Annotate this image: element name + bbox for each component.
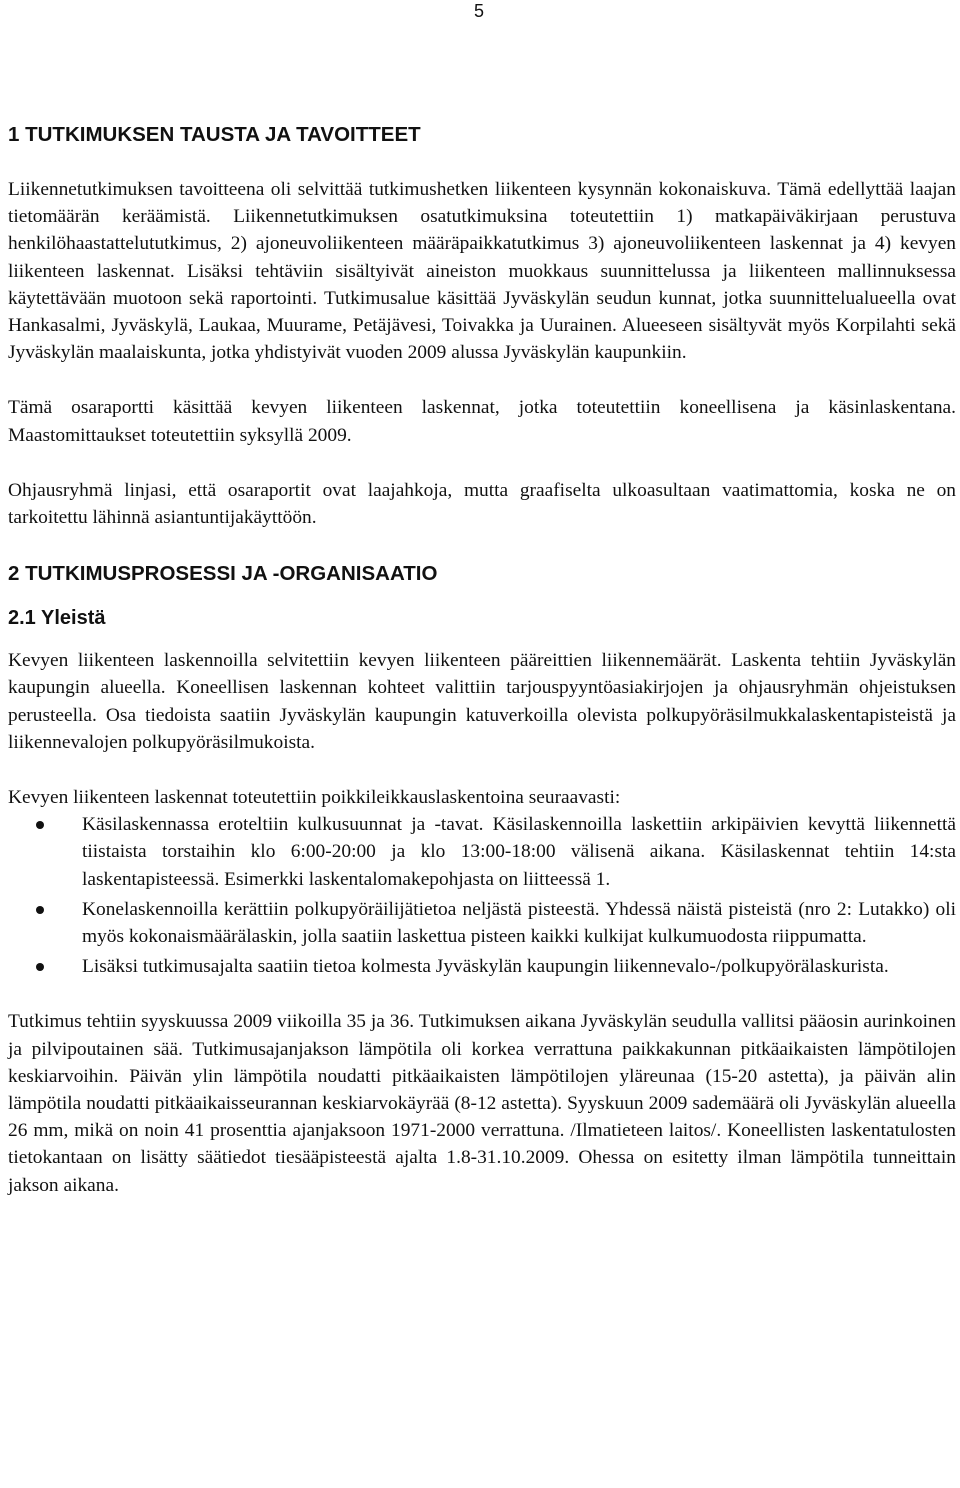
- bullet-icon: [36, 906, 44, 914]
- section-1-heading: 1 TUTKIMUKSEN TAUSTA JA TAVOITTEET: [8, 123, 421, 146]
- subsection-2-1-heading: 2.1 Yleistä: [8, 607, 106, 630]
- section-1-paragraph-3: Ohjausryhmä linjasi, että osaraportit ovat laajahkoja, mutta graafiselta ulkoasultaan vaatimattomia, koska ne on tarkoitettu lähinnä asiantuntijakäyttöön.: [8, 479, 956, 529]
- section-1-paragraph-1: Liikennetutkimuksen tavoitteena oli selvittää tutkimushetken liikenteen kysynnän kokonaiskuva. Tämä edellyttää laajan tietomäärän keräämistä. Liikennetutkimuksen osatutkimuksina toteutettiin 1) matkapäiväkirjaan perustuva henkilöhaastattelututkimus, 2) ajoneuvoliikenteen määräpaikkatutkimus 3) ajoneuvoliikenteen laskennat ja 4) kevyen liikenteen laskennat. Lisäksi tehtäviin sisältyivät aineiston muokkaus suunnittelussa ja liikenteen mallinnuksessa käytettävään muotoon sekä raportointi. Tutkimusalue käsittää Jyväskylän seudun kunnat, jotka suunnittelualueella ovat Hankasalmi, Jyväskylä, Laukaa, Muurame, Petäjävesi, Toivakka ja Uurainen. Alueeseen sisältyvät myös Korpilahti sekä Jyväskylän maalaiskunta, jotka yhdistyivät vuoden 2009 alussa Jyväskylän kaupunkiin.: [8, 179, 956, 364]
- page-number: 5: [474, 1, 485, 21]
- list-item-text: Käsilaskennassa eroteltiin kulkusuunnat ja -tavat. Käsilaskennoilla laskettiin arkipäivien kevyttä liikennettä tiistaista torstaihin klo 6:00-20:00 ja klo 13:00-18:00 välisenä aikana. Käsilaskennat tehtiin 14:sta laskentapisteessä. Esimerkki laskentalomakepohjasta on liitteessä 1.: [82, 814, 956, 890]
- section-2-paragraph-1: Kevyen liikenteen laskennoilla selvitettiin kevyen liikenteen pääreittien liikennemäärät. Laskenta tehtiin Jyväskylän kaupungin alueella. Koneellisen laskennan kohteet valittiin tarjouspyyntöasiakirjojen ja ohjausryhmän ohjeistuksen perusteella. Osa tiedoista saatiin Jyväskylän kaupungin katuverkoilla olevista polkupyöräsilmukkalaskentapisteistä ja liikennevalojen polkupyöräsilmukoista.: [8, 650, 956, 753]
- list-item: [8, 896, 956, 950]
- bullet-icon: [36, 821, 44, 829]
- list-item-text: Konelaskennoilla kerättiin polkupyöräilijätietoa neljästä pisteestä. Yhdessä näistä pisteistä (nro 2: Lutakko) oli myös kokonaismäärälaskin, jolla saatiin laskettua pisteen kaikki kulkijat kulkumuodosta riippumatta.: [82, 898, 956, 948]
- bullet-list-intro: Kevyen liikenteen laskennat toteutettiin poikkileikkauslaskentoina seuraavasti:: [8, 787, 621, 809]
- document-body: [8, 120, 956, 1227]
- section-2-heading: 2 TUTKIMUSPROSESSI JA -ORGANISAATIO: [8, 562, 438, 586]
- list-item: [8, 811, 956, 893]
- list-item-text: Lisäksi tutkimusajalta saatiin tietoa kolmesta Jyväskylän kaupungin liikennevalo-/polkupyörälaskurista.: [82, 956, 889, 978]
- section-2-paragraph-2: Tutkimus tehtiin syyskuussa 2009 viikoilla 35 ja 36. Tutkimuksen aikana Jyväskylän seudulla vallitsi pääosin aurinkoinen ja pilvipoutainen sää. Tutkimusajanjakson lämpötila oli korkea verrattuna paikkakunnan pitkäaikaisten lämpötilojen keskiarvoihin. Päivän ylin lämpötila noudatti pitkäaikaisten lämpötilojen yläreunaa (15-20 astetta), ja päivän alin lämpötila noudatti pitkäaikaisseurannan keskiarvokäyrää (8-12 astetta). Syyskuun 2009 sademäärä oli Jyväskylän alueella 26 mm, mikä on noin 41 prosenttia ajanjaksoon 1971-2000 verrattuna. /Ilmatieteen laitos/. Koneellisten laskentatulosten tietokantaan on lisätty säätiedot tiesääpisteestä ajalta 1.8-31.10.2009. Ohessa on esitetty ilman lämpötila tunneittain jakson aikana.: [8, 1011, 956, 1196]
- bullet-icon: [36, 963, 44, 971]
- bullet-list: [8, 811, 956, 980]
- section-1-paragraph-2: Tämä osaraportti käsittää kevyen liikenteen laskennat, jotka toteutettiin koneellisena ja käsinlaskentana. Maastomittaukset toteutettiin syksyllä 2009.: [8, 397, 956, 446]
- list-item: [8, 953, 956, 980]
